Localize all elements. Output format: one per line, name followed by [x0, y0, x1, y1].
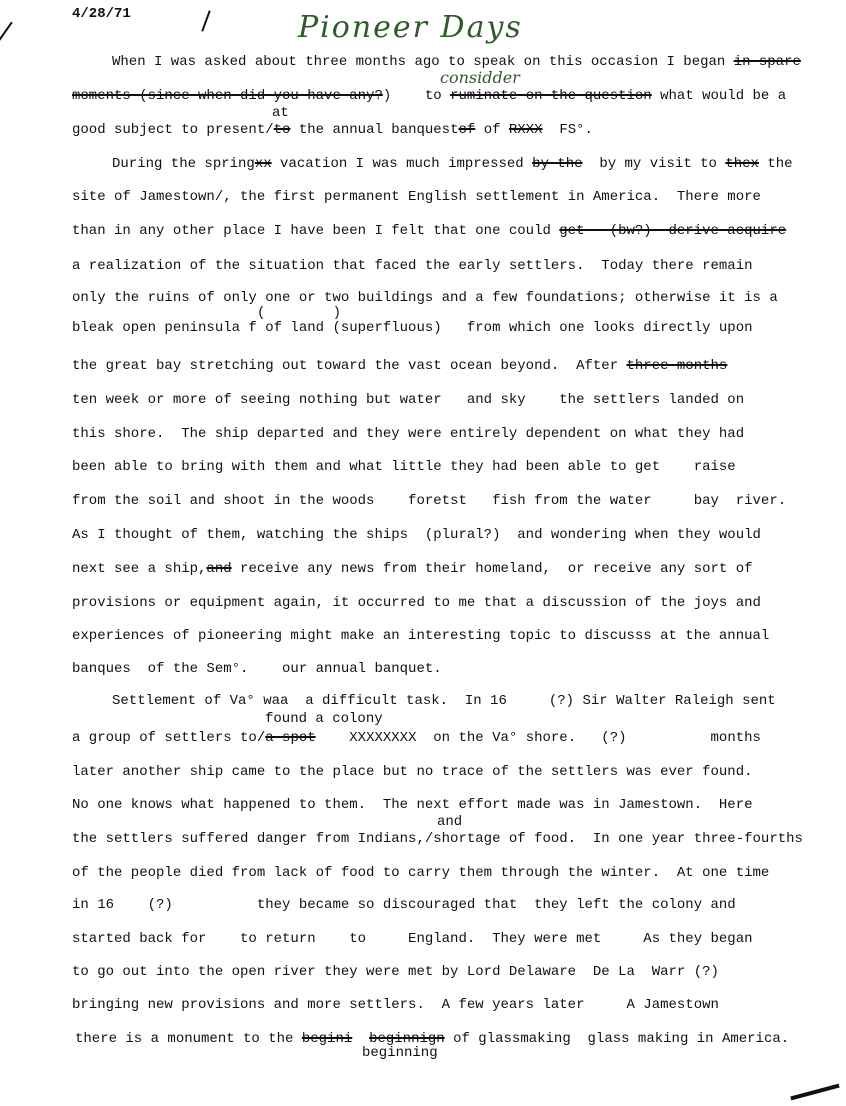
- text-segment: the annual banquest: [290, 122, 459, 138]
- text-line: [72, 426, 744, 442]
- text-segment: vacation I was much impressed: [271, 156, 533, 172]
- text-segment: there is a monument to the: [75, 1031, 302, 1047]
- text-segment: good subject to present/: [72, 122, 274, 138]
- text-segment: receive any news from their homeland, or receive any sort of: [231, 561, 753, 577]
- text-line: [72, 797, 753, 813]
- pen-mark: [790, 1084, 839, 1101]
- text-segment: been able to bring with them and what little they had been able to get raise: [72, 459, 736, 475]
- text-line: [72, 628, 769, 644]
- text-segment: of the people died from lack of food to carry them through the winter. At one time: [72, 865, 770, 881]
- text-line: [72, 88, 786, 104]
- text-line: [112, 156, 793, 172]
- text-segment: in 16 (?) they became so discouraged that they left the colony and: [72, 897, 736, 913]
- struck-text: beginnign: [369, 1031, 445, 1047]
- text-segment: than in any other place I have been I felt that one could: [72, 223, 560, 239]
- text-segment: later another ship came to the place but no trace of the settlers was ever found.: [72, 764, 753, 780]
- text-segment: what would be a: [651, 88, 787, 104]
- text-segment: XXXXXXXX on the Va° shore. (?) months: [315, 730, 761, 746]
- text-segment: a realization of the situation that faced the early settlers. Today there remain: [72, 258, 753, 274]
- text-segment: bleak open peninsula f of land (superfluous) from which one looks directly upon: [72, 320, 753, 336]
- text-segment: the: [758, 156, 793, 172]
- text-line: [72, 320, 753, 336]
- text-segment: a group of settlers to/: [72, 730, 266, 746]
- text-segment: started back for to return to England. They were met As they began: [72, 931, 753, 947]
- text-line: [72, 764, 753, 780]
- text-line: [265, 711, 383, 727]
- text-segment: the great bay stretching out toward the vast ocean beyond. After: [72, 358, 627, 374]
- text-segment: No one knows what happened to them. The next effort made was in Jamestown. Here: [72, 797, 753, 813]
- struck-text: xx: [254, 156, 272, 172]
- text-line: [72, 865, 769, 881]
- text-segment: of: [475, 122, 509, 138]
- text-line: [72, 122, 593, 138]
- text-segment: found a colony: [265, 711, 383, 727]
- text-line: [72, 595, 761, 611]
- text-segment: ) to: [382, 88, 451, 104]
- text-line: [72, 730, 761, 746]
- handwritten-title: Pioneer Days: [298, 10, 523, 45]
- text-line: [72, 897, 736, 913]
- struck-text: begini: [301, 1031, 353, 1047]
- text-segment: to go out into the open river they were met by Lord Delaware De La Warr (?): [72, 964, 719, 980]
- struck-text: ruminate on the question: [450, 88, 652, 104]
- struck-text: three months: [626, 358, 728, 374]
- text-line: [72, 661, 442, 677]
- text-segment: site of Jamestown/, the first permanent English settlement in America. There more: [72, 189, 761, 205]
- text-segment: at: [272, 105, 289, 121]
- text-line: [257, 305, 341, 321]
- text-segment: During the spring: [112, 156, 255, 172]
- text-segment: by my visit to: [582, 156, 726, 172]
- text-line: [72, 392, 744, 408]
- text-line: [72, 527, 761, 543]
- text-segment: the settlers suffered danger from Indians,/shortage of food. In one year three-fourths: [72, 831, 803, 847]
- text-line: [72, 358, 727, 374]
- pen-mark: [0, 22, 13, 43]
- text-segment: of glassmaking glass making in America.: [444, 1031, 790, 1047]
- text-line: [72, 223, 786, 239]
- text-segment: and: [437, 814, 463, 830]
- text-line: [72, 258, 753, 274]
- struck-text: to: [273, 122, 291, 138]
- text-segment: Settlement of Va° waa a difficult task. In 16 (?) Sir Walter Raleigh sent: [112, 693, 776, 709]
- text-line: [72, 459, 736, 475]
- text-segment: next see a ship,: [72, 561, 207, 577]
- text-segment: bringing new provisions and more settlers. A few years later A Jamestown: [72, 997, 719, 1013]
- date-stamp: 4/28/71: [72, 6, 131, 22]
- text-segment: experiences of pioneering might make an interesting topic to discusss at the annual: [72, 628, 770, 644]
- text-segment: FS°.: [542, 122, 593, 138]
- struck-text: and: [206, 561, 232, 577]
- text-segment: As I thought of them, watching the ships (plural?) and wondering when they would: [72, 527, 761, 543]
- text-segment: only the ruins of only one or two buildings and a few foundations; otherwise it is a: [72, 290, 778, 306]
- text-line: [72, 931, 753, 947]
- text-line: [72, 964, 719, 980]
- text-line: [72, 997, 719, 1013]
- text-line: [72, 189, 761, 205]
- text-line: [437, 814, 462, 830]
- text-line: [72, 493, 786, 509]
- text-line: [272, 105, 289, 121]
- text-segment: from the soil and shoot in the woods foretst fish from the water bay river.: [72, 493, 787, 509]
- text-line: [72, 561, 753, 577]
- text-segment: beginning: [362, 1045, 438, 1061]
- struck-text: of: [458, 122, 476, 138]
- text-line: [362, 1045, 438, 1061]
- text-line: [112, 693, 776, 709]
- struck-text: in spare: [733, 54, 801, 70]
- pen-mark: [201, 10, 210, 31]
- text-line: [112, 54, 801, 70]
- text-line: [72, 831, 803, 847]
- struck-text: a spot: [265, 730, 316, 746]
- text-segment: banques of the Sem°. our annual banquet.: [72, 661, 442, 677]
- struck-text: moments (since when did you have any?: [72, 88, 383, 104]
- text-segment: ( ): [257, 305, 342, 321]
- text-segment: ten week or more of seeing nothing but water and sky the settlers landed on: [72, 392, 745, 408]
- struck-text: RXXX: [508, 122, 543, 138]
- struck-text: get (bw?) derive acquire: [559, 223, 787, 239]
- struck-text: thex: [725, 156, 759, 172]
- text-segment: this shore. The ship departed and they were entirely dependent on what they had: [72, 426, 745, 442]
- text-line: [72, 290, 778, 306]
- text-segment: provisions or equipment again, it occurred to me that a discussion of the joys and: [72, 595, 761, 611]
- handwritten-insert: considder: [440, 68, 520, 87]
- text-segment: When I was asked about three months ago to speak on this occasion I began: [112, 54, 734, 70]
- struck-text: by the: [532, 156, 583, 172]
